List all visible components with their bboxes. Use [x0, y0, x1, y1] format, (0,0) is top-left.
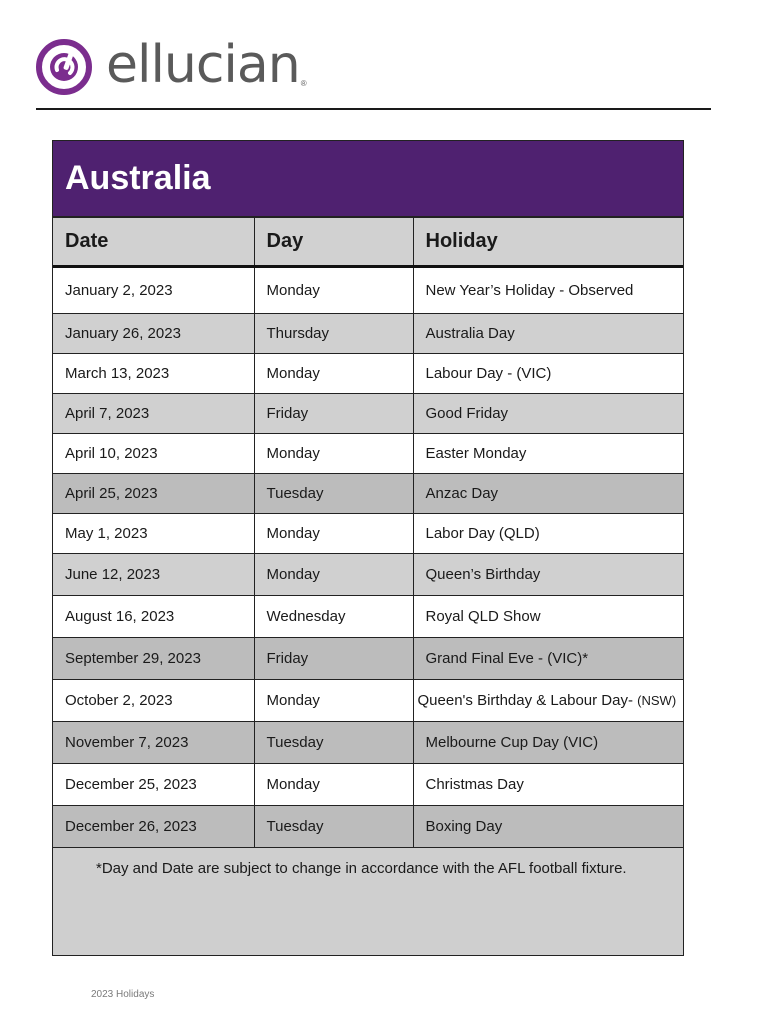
cell-day: Friday [254, 638, 413, 680]
table-row [53, 554, 683, 596]
table-row [53, 514, 683, 554]
table-row [53, 680, 683, 722]
table-row [53, 764, 683, 806]
cell-date: January 2, 2023 [53, 267, 254, 314]
holiday-table [52, 140, 684, 956]
header-rule [36, 108, 711, 110]
cell-date: August 16, 2023 [53, 596, 254, 638]
cell-holiday: Christmas Day [413, 764, 683, 806]
holiday-text: Queen's Birthday & Labour Day- [417, 692, 638, 709]
cell-date: January 26, 2023 [53, 314, 254, 354]
cell-date: April 25, 2023 [53, 474, 254, 514]
table-row [53, 474, 683, 514]
cell-day: Monday [254, 267, 413, 314]
cell-holiday: Good Friday [413, 394, 683, 434]
table-row [53, 267, 683, 314]
cell-date: December 26, 2023 [53, 806, 254, 848]
table-row [53, 596, 683, 638]
cell-day: Monday [254, 434, 413, 474]
brand-name: ellucian [106, 35, 300, 95]
cell-date: March 13, 2023 [53, 354, 254, 394]
table-row [53, 354, 683, 394]
holiday-region: (NSW) [637, 693, 677, 708]
table-row [53, 314, 683, 354]
registered-mark: ® [300, 79, 307, 88]
cell-date: May 1, 2023 [53, 514, 254, 554]
cell-date: November 7, 2023 [53, 722, 254, 764]
cell-day: Monday [254, 514, 413, 554]
ellucian-logo-icon [36, 39, 92, 95]
column-header-day: Day [254, 218, 413, 267]
holidays-grid [53, 218, 683, 848]
column-header-holiday: Holiday [413, 218, 683, 267]
cell-holiday: Grand Final Eve - (VIC)* [413, 638, 683, 680]
table-row [53, 434, 683, 474]
table-row [53, 806, 683, 848]
table-row [53, 638, 683, 680]
table-footnote: *Day and Date are subject to change in accordance with the AFL football fixture. [53, 848, 683, 955]
cell-date: June 12, 2023 [53, 554, 254, 596]
table-row [53, 722, 683, 764]
cell-date: December 25, 2023 [53, 764, 254, 806]
cell-day: Monday [254, 680, 413, 722]
cell-holiday: New Year’s Holiday - Observed [413, 267, 683, 314]
cell-date: April 10, 2023 [53, 434, 254, 474]
ellucian-logo [36, 35, 307, 96]
cell-day: Monday [254, 554, 413, 596]
cell-holiday: Easter Monday [413, 434, 683, 474]
cell-day: Wednesday [254, 596, 413, 638]
page-footer: 2023 Holidays [91, 989, 155, 1000]
cell-holiday: Labour Day - (VIC) [413, 354, 683, 394]
cell-date: April 7, 2023 [53, 394, 254, 434]
header-row [53, 218, 683, 267]
cell-holiday: Anzac Day [413, 474, 683, 514]
cell-day: Friday [254, 394, 413, 434]
cell-holiday: Queen’s Birthday [413, 554, 683, 596]
cell-date: September 29, 2023 [53, 638, 254, 680]
cell-day: Monday [254, 354, 413, 394]
table-title: Australia [53, 141, 683, 218]
cell-holiday: Boxing Day [413, 806, 683, 848]
cell-holiday: Melbourne Cup Day (VIC) [413, 722, 683, 764]
cell-holiday: Australia Day [413, 314, 683, 354]
cell-day: Tuesday [254, 722, 413, 764]
column-header-date: Date [53, 218, 254, 267]
cell-day: Tuesday [254, 806, 413, 848]
cell-day: Thursday [254, 314, 413, 354]
cell-day: Tuesday [254, 474, 413, 514]
cell-holiday: Royal QLD Show [413, 596, 683, 638]
cell-holiday [413, 680, 683, 722]
cell-date: October 2, 2023 [53, 680, 254, 722]
cell-day: Monday [254, 764, 413, 806]
cell-holiday: Labor Day (QLD) [413, 514, 683, 554]
table-row [53, 394, 683, 434]
